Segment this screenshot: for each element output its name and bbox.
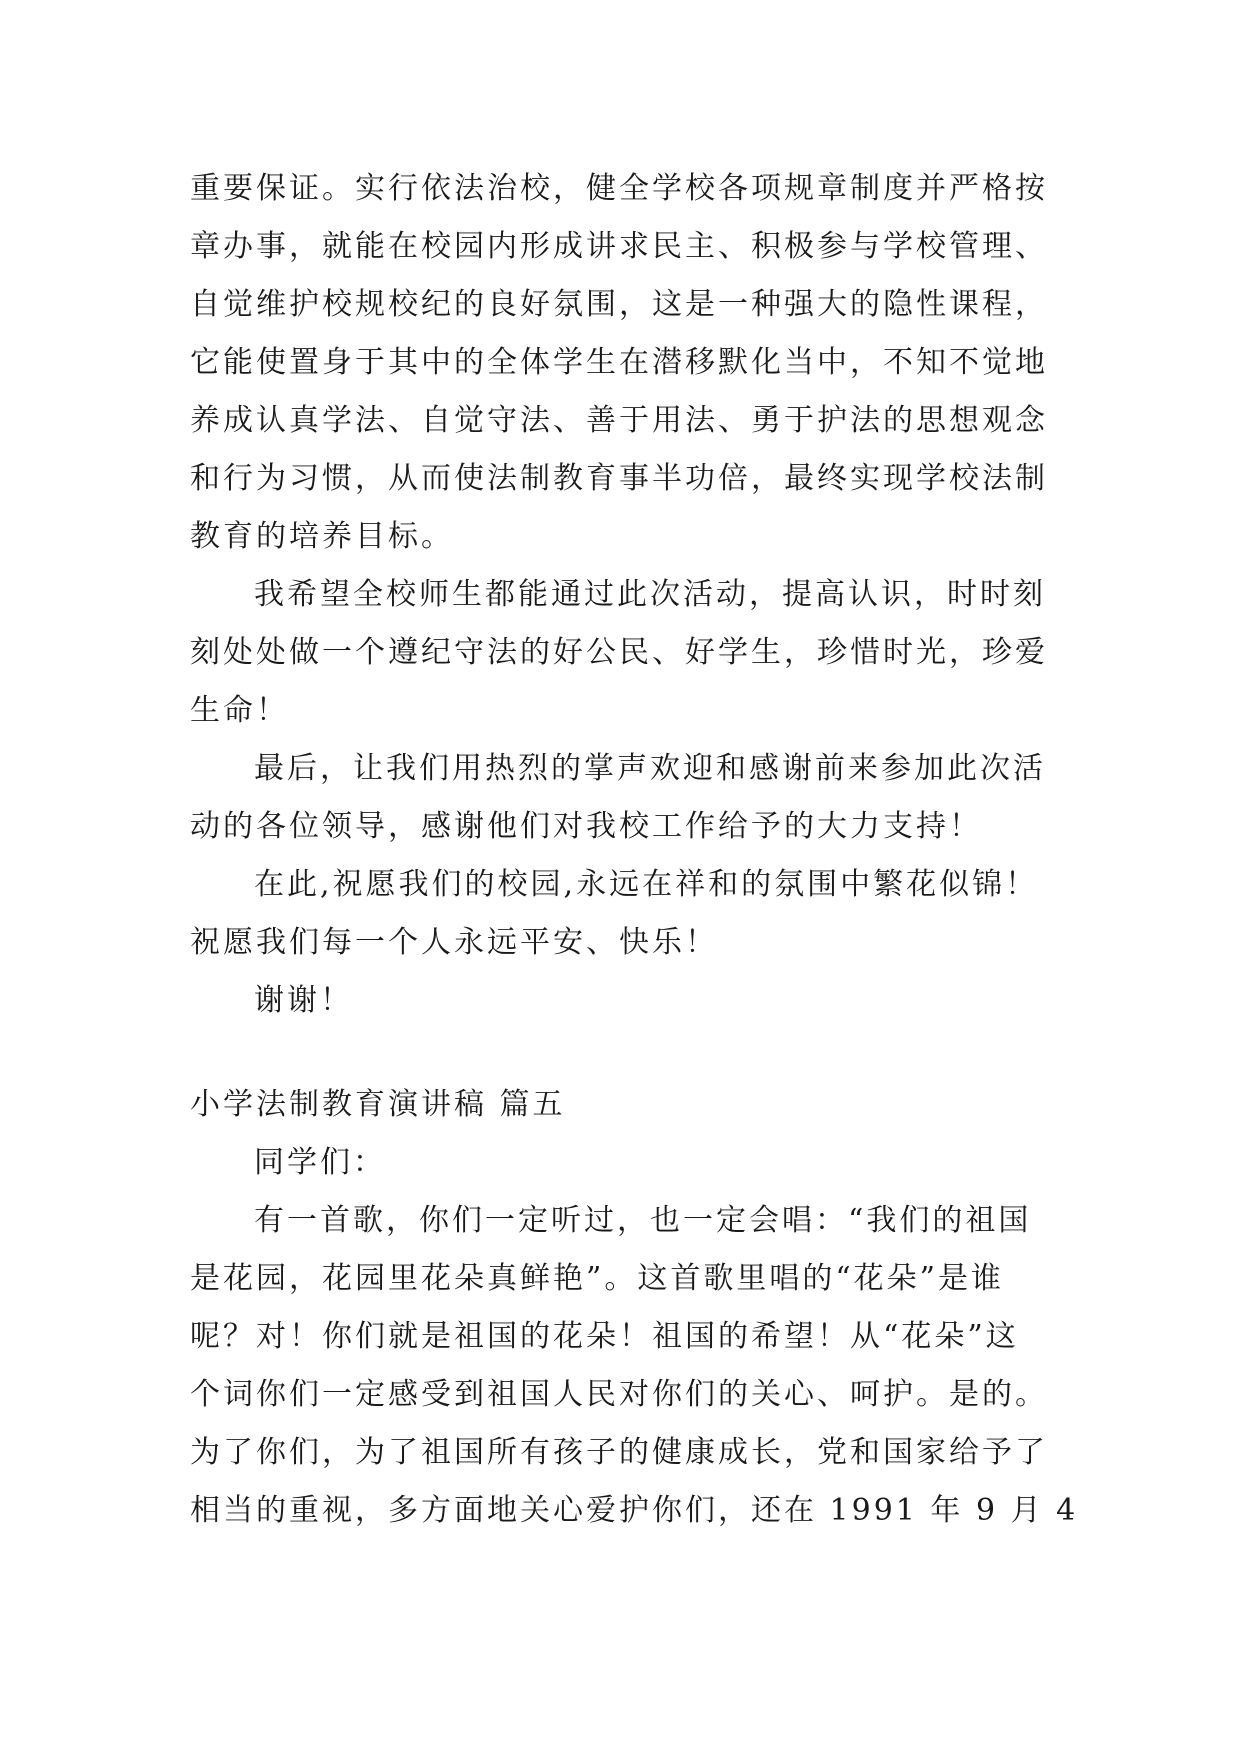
text-line: 是花园，花园里花朵真鲜艳”。这首歌里唱的“花朵”是谁 (190, 1261, 1005, 1296)
text-line: 动的各位领导，感谢他们对我校工作给予的大力支持！ (190, 809, 982, 844)
text-line: 教育的培养目标。 (190, 519, 454, 554)
closing-thanks: 谢谢！ (254, 983, 353, 1018)
text-line: 在此,祝愿我们的校园,永远在祥和的氛围中繁花似锦！ (254, 867, 1039, 902)
text-line: 相当的重视，多方面地关心爱护你们，还在 1991 年 9 月 4 (190, 1493, 1079, 1528)
greeting: 同学们： (254, 1145, 386, 1180)
text-line: 祝愿我们每一个人永远平安、快乐！ (190, 925, 718, 960)
text-line: 章办事，就能在校园内形成讲求民主、积极参与学校管理、 (190, 229, 1048, 264)
text-line: 个词你们一定感受到祖国人民对你们的关心、呵护。是的。 (190, 1377, 1048, 1412)
text-line: 它能使置身于其中的全体学生在潜移默化当中，不知不觉地 (190, 345, 1048, 380)
paragraph-flowers (190, 1192, 1079, 1540)
text-line: 重要保证。实行依法治校，健全学校各项规章制度并严格按 (190, 171, 1048, 206)
text-line: 养成认真学法、自觉守法、善于用法、勇于护法的思想观念 (190, 403, 1048, 438)
paragraph-wishes (190, 856, 1070, 972)
text-line: 刻处处做一个遵纪守法的好公民、好学生，珍惜时光，珍爱 (190, 635, 1048, 670)
section-spacer (190, 1030, 1070, 1076)
text-line: 生命！ (190, 693, 289, 728)
paragraph-rule-of-law (190, 160, 1070, 566)
text-line: 自觉维护校规校纪的良好氛围，这是一种强大的隐性课程， (190, 287, 1048, 322)
paragraph-applause (190, 740, 1070, 856)
paragraph-hope (190, 566, 1070, 740)
section-title: 小学法制教育演讲稿 篇五 (190, 1087, 566, 1122)
text-line: 呢？对！你们就是祖国的花朵！祖国的希望！从“花朵”这 (190, 1319, 1019, 1354)
text-line: 为了你们，为了祖国所有孩子的健康成长，党和国家给予了 (190, 1435, 1048, 1470)
text-line: 最后，让我们用热烈的掌声欢迎和感谢前来参加此次活 (254, 751, 1046, 786)
text-line: 我希望全校师生都能通过此次活动，提高认识，时时刻 (254, 577, 1046, 612)
document-body (190, 160, 1079, 1540)
text-line: 和行为习惯，从而使法制教育事半功倍，最终实现学校法制 (190, 461, 1048, 496)
text-line: 有一首歌，你们一定听过，也一定会唱：“我们的祖国 (254, 1203, 1032, 1238)
